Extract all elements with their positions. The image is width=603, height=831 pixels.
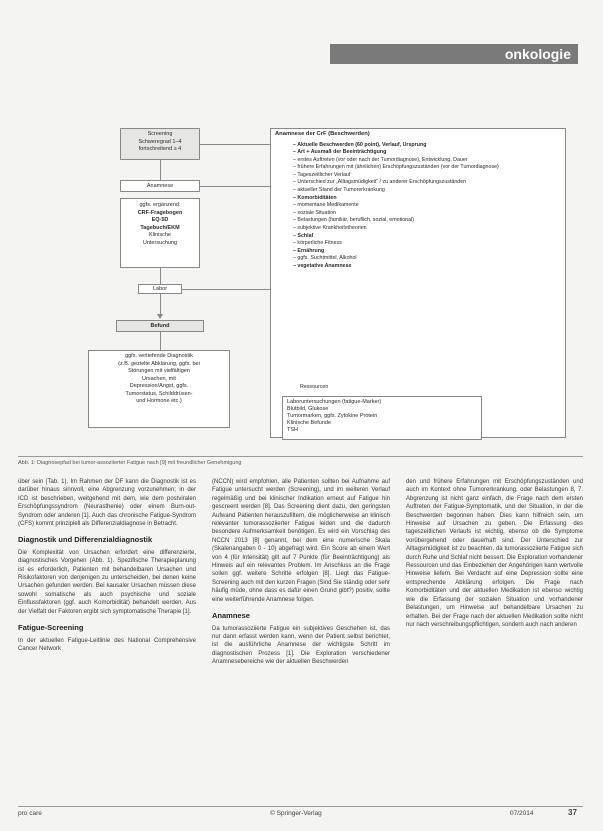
assessment-item: – subjektive Krankheitstheorien xyxy=(293,225,367,232)
footer-journal: pro care xyxy=(18,810,42,817)
figure-caption: Abb. 1: Diagnosepfad bei tumor-assoziierter Fatigue nach [9] mit freundlicher Genehmigung xyxy=(18,456,583,466)
connector-line xyxy=(160,294,161,316)
assessment-item: – Ernährung xyxy=(293,247,325,254)
tool-item: Tagebuch/EKM xyxy=(140,224,180,231)
labor-box: Laboruntersuchungen (fatigue-Marker) Blutbild, Glukose Tumormarken, ggfs. Zytokine Protein Klinische Befunde TSH xyxy=(282,396,482,440)
assessment-item: – momentane Medikamente xyxy=(293,202,359,209)
section-title: onkologie xyxy=(504,46,571,62)
assessment-item: Ressourcen xyxy=(300,384,329,390)
assessment-item: – körperliche Fitness xyxy=(293,240,342,247)
screening-box: Screening Schweregrad 1–4 fortschreitend ≥ 4 xyxy=(120,128,200,160)
footer-publisher: © Springer-Verlag xyxy=(270,810,322,817)
page-number: 37 xyxy=(568,808,577,817)
body-paragraph: Da tumorassoziierte Fatigue ein subjektives Geschehen ist, das nur dann erfasst werden kann, wenn der Patient selbst berichtet, ist die ausführliche Anamnese der wichtigste Schritt im diagnostischen Prozess [1]. Die Exploration verschiedener Anamnesebereiche wie der aktuellen Beschwerden xyxy=(212,625,390,666)
text-column-1 xyxy=(18,478,196,657)
text-column-3 xyxy=(406,478,583,633)
tools-title: ggfs. ergänzend: xyxy=(139,202,181,208)
assessment-list xyxy=(275,142,561,271)
assessment-item: – Aktuelle Beschwerden (60 point), Verlauf, Ursprung xyxy=(293,141,427,148)
assessment-item: – Schlaf xyxy=(293,232,314,239)
assessment-item: – soziale Situation xyxy=(293,209,336,216)
body-paragraph: den und frühere Erfahrungen mit Erschöpfungszuständen und auch im Kontext ohne Tumorerkrankung, oder Belastungen 8, 7. Abgrenzung ist nicht ganz einfach, die Frage nach dem ersten Auftreten der Fatigue-Symptomatik, und der Situation, in der die Beschwerden begonnen haben. Dies kann hilfreich sein, um Hinweise auf Ursachen zu geben. Die Erfassung des tageszeitlichen Verlaufs ist wichtig, ebenso ob die Symptome vorübergehend oder dauerhaft sind. Der Unterschied zur Alltagsmüdigkeit ist zu beachten, da tumorassoziierte Fatigue sich durch Ruhe und Schlaf nicht bessert. Die Exploration vorhandener Ressourcen und das Einbeziehen der Angehörigen kann wertvolle Hinweise liefern. Bei Verdacht auf eine Depression sollte eine entsprechende Abklärung erfolgen. Die Frage nach Komorbiditäten und der aktuellen Medikation ist ebenso wichtig wie die Erfassung der sozialen Situation und vorhandener Belastungen, um Hinweise auf behandelbare Ursachen zu erhalten. Bei der Frage nach der aktuellen Medikation sollte nicht nur nach verschreibungspflichtigen, sondern auch nach anderen xyxy=(406,479,583,628)
connector-line xyxy=(160,268,161,284)
connector-line xyxy=(200,144,270,145)
tool-item: CRF-Fragebogen xyxy=(137,209,183,216)
tools-box xyxy=(120,198,200,268)
text-column-2 xyxy=(212,478,390,671)
assessment-item: – Unterschied zur „Alltagsmüdigkeit“ / zu anderer Erschöpfungszuständen xyxy=(293,179,467,186)
connector-line xyxy=(160,160,161,180)
anamnese-box: Anamnese xyxy=(120,180,200,192)
section-heading: Diagnostik und Differenzialdiagnostik xyxy=(18,535,153,545)
section-heading: Anamnese xyxy=(212,611,250,621)
body-paragraph: (NCCN) wird empfohlen, alle Patienten sollten bei Aufnahme auf Fatigue untersucht werden (Screening), und im weiteren Verlauf regelmäßig und bei klinischer Indikation erneut auf Fatigue hin gescreent werden [8]. Das Screening dient dazu, den geringsten Aufwand Patienten herauszufiltern, die möglicherweise an klinisch relevanter tumorassoziierter Fatigue leiden und die dadurch besondere Aufmerksamkeit benötigen. Es wird ein Vorschlag des NCCN 2013 [8] genannt, bei dem eine numerische Skala (Skalenangaben 0 - 10) abgefragt wird. Ein Score ab einem Wert von 4 (für Intensität) gilt auf 7 Punkte (für Beeinträchtigung) als Hinweis auf ein relevantes Problem. Im Anschluss an die Frage sollen ggf. weitere Schritte erfolgen [8]. Liegt das Fatigue-Screening auch mit den kurzen Fragen (Sind Sie ständig oder sehr häufig müde, ohne dass es dafür einen Grund gibt?) positiv, sollte eine weiterführende Anamnese folgen. xyxy=(212,479,390,603)
assessment-item: – Komorbiditäten xyxy=(293,194,337,201)
tool-item: EQ-5D xyxy=(151,217,169,223)
assessment-item: – vegetative Anamnese xyxy=(293,263,352,269)
arrow-down-icon xyxy=(157,314,163,319)
labor-node: Labor xyxy=(138,284,182,294)
body-paragraph: In der aktuellen Fatigue-Leitlinie des National Comprehensive Cancer Network xyxy=(18,637,196,652)
assessment-item: – ggfs. Suchtmittel, Alkohol xyxy=(293,255,357,262)
body-paragraph: über sein (Tab. 1). Im Rahmen der DF kann die Diagnostik ist es darüber hinaus sinnvoll, eine Abgrenzung vorzunehmen; in der ICD ist beschrieben, weitgehend mit dem, wie dem postviralen Erschöpfungssyndrom (Neurasthenie) oder einem Burn-out-Syndrom oder anderen [1]. Auch das chronische Fatigue-Syndrom (CFS) kommt prinzipiell als Differenzialdiagnose in Betracht. xyxy=(18,479,196,528)
connector-line xyxy=(200,186,270,187)
assessment-item: – Tageszeitlicher Verlauf xyxy=(293,171,351,178)
section-heading: Fatigue-Screening xyxy=(18,623,84,633)
footer-divider xyxy=(18,806,583,807)
connector-line xyxy=(182,289,270,290)
tool-item: Klinische xyxy=(148,232,171,238)
assessment-item: – Art + Ausmaß der Beeinträchtigung xyxy=(293,149,387,156)
assessment-box xyxy=(270,128,566,438)
body-paragraph: Die Komplexität von Ursachen erfordert eine differenzierte, diagnostisches Vorgehen (Abb. 1). Spezifische Therapieplanung ist es erforderlich, Patienten mit behandelbaren Ursachen und Risikofaktoren von denjenigen zu unterscheiden, bei denen keine Ursachen gefunden werden. Bei kausaler Ursachen müssen diese sowohl somatische als auch psychische und soziale Einflussfaktoren (ggf. auch Komorbidität) behandelt werden. Aus der Vielfalt der Faktoren ergibt sich symptomatische Therapie [1]. xyxy=(18,549,196,615)
assessment-item: – Belastungen (familiär, beruflich, sozial, emotional) xyxy=(293,217,415,224)
assessment-item: – aktueller Stand der Tumorerkrankung xyxy=(293,187,385,194)
footer-date: 07/2014 xyxy=(510,810,534,817)
befund-box: Befund xyxy=(116,320,204,332)
tool-item: Untersuchung xyxy=(142,239,178,246)
assessment-item: – erstes Auftreten (vor oder nach der Tumordiagnose), Entwicklung, Dauer xyxy=(293,156,468,163)
connector-line xyxy=(160,332,161,350)
assessment-title: Anamnese der CrF (Beschwerden) xyxy=(275,131,370,137)
assessment-item: – frühere Erfahrungen mit (ähnlichen) Erschöpfungszuständen (vor der Tumordiagnose) xyxy=(293,164,499,171)
diagnostik-box: ggfs. vertiefende Diagnostik (z.B. gezielte Abklärung, ggfs. bei Störungen mit vielfältigen Ursachen, mit Depression/Angst, ggfs. Tumorstatus, Schilddrüsen- und Hormone etc.) xyxy=(88,350,230,428)
